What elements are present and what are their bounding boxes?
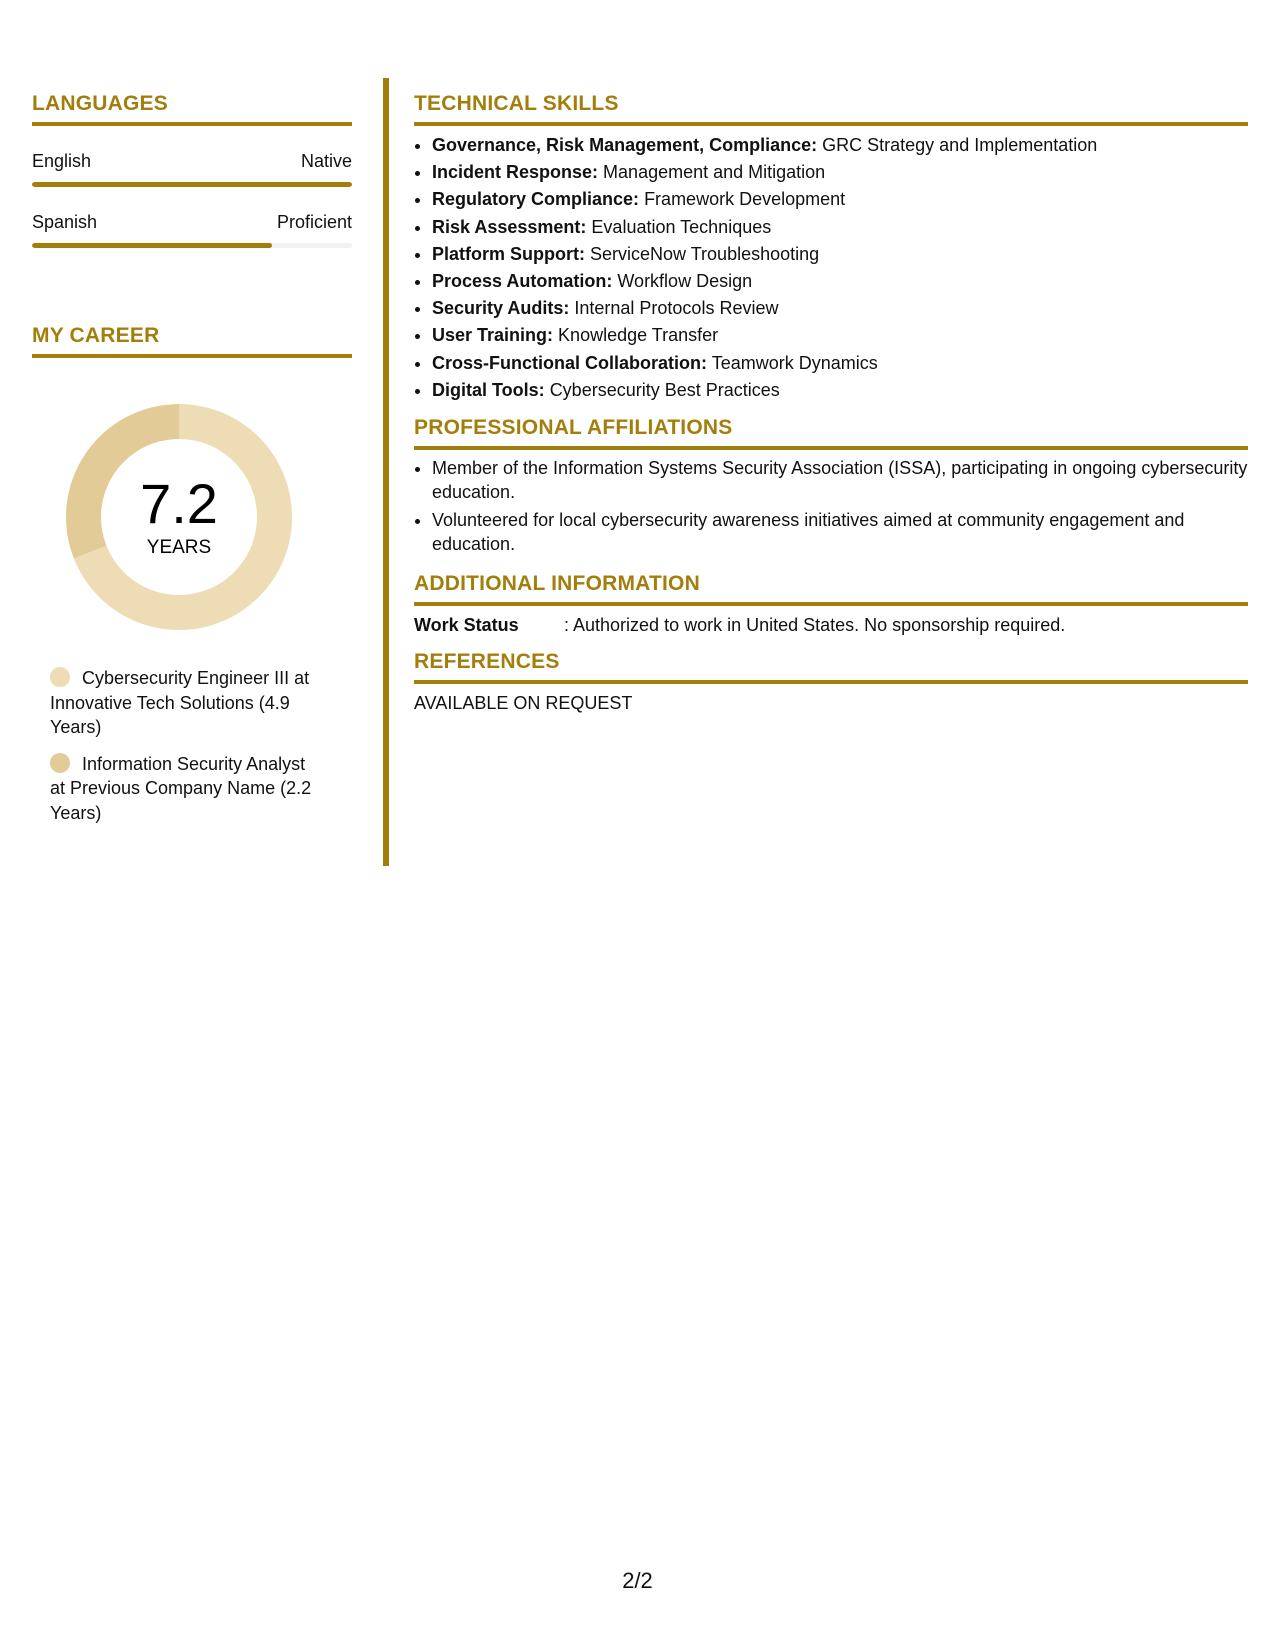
skill-item: [432, 295, 1248, 322]
work-status-value: : Authorized to work in United States. No sponsorship required.: [564, 615, 1066, 636]
language-proficiency-bar: [32, 243, 352, 248]
career-item-label: Information Security Analyst at Previous Company Name (2.2 Years): [50, 753, 312, 823]
languages-heading: LANGUAGES: [32, 92, 352, 126]
language-item: [32, 211, 352, 248]
skill-item: [432, 268, 1248, 295]
skill-item: [432, 186, 1248, 213]
technical-skills-list: [414, 132, 1248, 404]
references-text: AVAILABLE ON REQUEST: [414, 693, 633, 714]
skill-label: Cross-Functional Collaboration:: [432, 352, 708, 373]
career-item: [50, 752, 320, 826]
language-level: Proficient: [276, 212, 352, 232]
career-total-value: 7.2: [140, 472, 218, 535]
page-number: 2/2: [622, 1568, 653, 1593]
work-status-row: [414, 612, 1248, 638]
skill-label: User Training:: [432, 325, 554, 346]
skill-value: GRC Strategy and Implementation: [822, 135, 1098, 155]
skill-value: Framework Development: [644, 189, 846, 210]
skill-label: Security Audits:: [432, 298, 570, 319]
career-donut-chart: [66, 404, 292, 630]
skill-item: [432, 350, 1248, 377]
affiliations-heading: PROFESSIONAL AFFILIATIONS: [414, 416, 1248, 450]
language-proficiency-fill: [32, 243, 272, 248]
left-column: [32, 92, 352, 837]
language-level: Native: [300, 151, 352, 171]
skill-value: Management and Mitigation: [603, 162, 826, 183]
affiliations-list: [414, 456, 1248, 556]
skill-label: Platform Support:: [432, 243, 585, 264]
affiliation-item: • Member of the Information Systems Security Association (ISSA), participating in ongoing cybersecurity education.: [432, 456, 1248, 504]
donut-center: [66, 404, 292, 630]
skill-label: Incident Response:: [432, 162, 599, 183]
legend-dot: [50, 667, 70, 687]
language-proficiency-bar: [32, 182, 352, 187]
skill-value: Workflow Design: [617, 271, 753, 292]
affiliation-item: • Volunteered for local cybersecurity awareness initiatives aimed at community engagement and education.: [432, 508, 1248, 556]
career-list: [32, 666, 352, 825]
skill-value: Cybersecurity Best Practices: [549, 379, 780, 400]
skill-label: Governance, Risk Management, Compliance:: [432, 135, 818, 155]
legend-dot: [50, 753, 70, 773]
career-item-label: Cybersecurity Engineer III at Innovative Tech Solutions (4.9 Years): [50, 668, 310, 737]
column-divider: [383, 78, 389, 866]
career-heading: MY CAREER: [32, 324, 352, 358]
references-heading: REFERENCES: [414, 650, 1248, 684]
skill-label: Process Automation:: [432, 271, 613, 292]
language-name: English: [32, 151, 92, 171]
skill-item: [432, 132, 1248, 159]
language-name: Spanish: [32, 212, 98, 232]
technical-skills-heading: TECHNICAL SKILLS: [414, 92, 1248, 126]
skill-item: [432, 241, 1248, 268]
skill-value: Internal Protocols Review: [574, 298, 779, 319]
language-item: [32, 150, 352, 187]
language-proficiency-fill: [32, 182, 352, 187]
career-total-unit: YEARS: [146, 537, 212, 558]
skill-item: [432, 377, 1248, 404]
skill-label: Risk Assessment:: [432, 216, 587, 237]
skill-value: Teamwork Dynamics: [711, 352, 878, 373]
skill-item: [432, 159, 1248, 186]
skill-value: Knowledge Transfer: [558, 325, 719, 346]
career-item: [50, 666, 320, 740]
skill-item: [432, 214, 1248, 241]
skill-item: [432, 322, 1248, 349]
skill-value: Evaluation Techniques: [591, 216, 772, 237]
additional-info-heading: ADDITIONAL INFORMATION: [414, 572, 1248, 606]
right-column: [414, 92, 1248, 716]
skill-value: ServiceNow Troubleshooting: [590, 243, 820, 264]
skill-label: Digital Tools:: [432, 379, 545, 400]
work-status-label: Work Status: [414, 615, 519, 636]
skill-label: Regulatory Compliance:: [432, 189, 640, 210]
